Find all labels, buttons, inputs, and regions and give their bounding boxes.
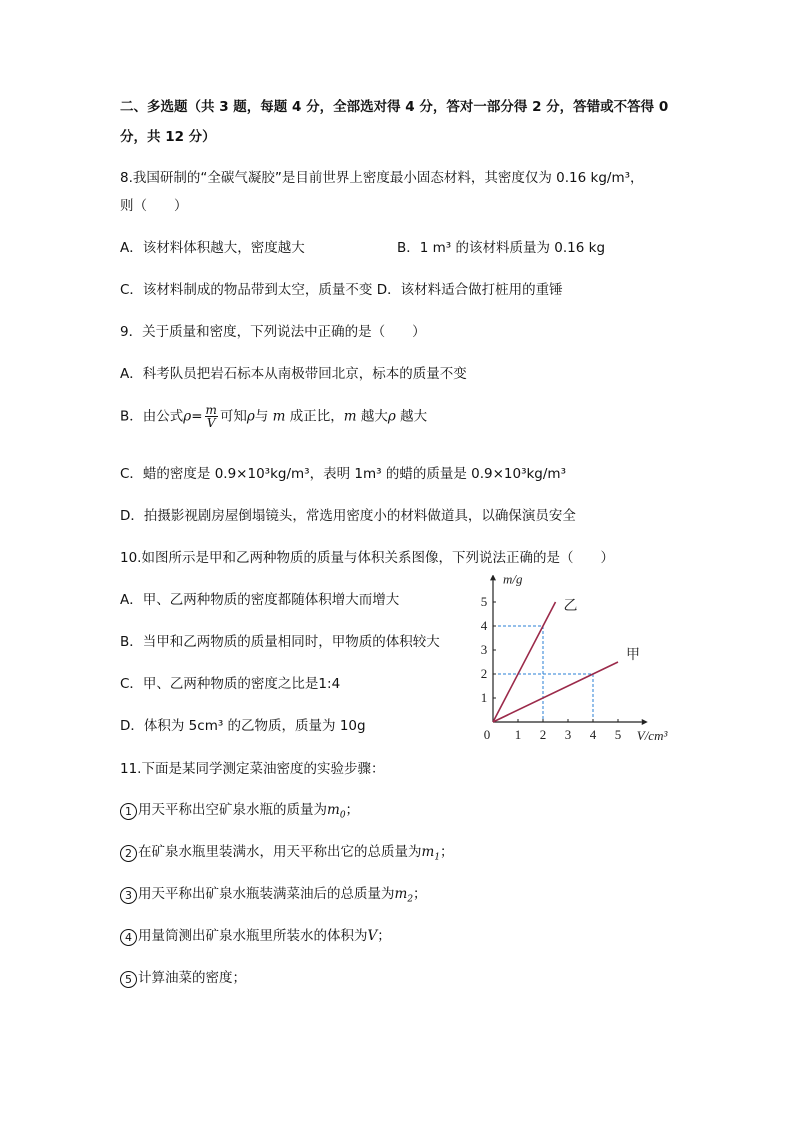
y-tick-label: 1 [480, 690, 488, 705]
mass-symbol: m [343, 408, 357, 425]
y-tick-label: 2 [480, 666, 488, 681]
q8-option-cd: C．该材料制成的物品带到太空，质量不变 D．该材料适合做打桩用的重锤 [120, 282, 563, 298]
q8-option-a: A．该材料体积越大，密度越大 [120, 240, 305, 256]
step-text: 用天平称出空矿泉水瓶的质量为 [138, 802, 327, 818]
q9-option-d: D．拍摄影视剧房屋倒塌镜头，常选用密度小的材料做道具，以确保演员安全 [120, 508, 576, 524]
step-number-circle: 2 [120, 845, 137, 862]
step-punctuation: ； [377, 928, 391, 944]
q11-step-5 [120, 966, 246, 988]
mass-volume-chart [470, 575, 690, 755]
q10-stem: 10.如图所示是甲和乙两种物质的质量与体积关系图像，下列说法正确的是（ ） [120, 550, 614, 566]
q8-option-b: B．1 m³ 的该材料质量为 0.16 kg [397, 240, 606, 256]
equals-sign: = [191, 408, 203, 425]
series-label: 甲 [626, 647, 640, 663]
y-axis-label: m/g [503, 575, 523, 587]
rho-symbol: ρ [246, 408, 255, 425]
q9-option-b-text2: 与 [254, 408, 269, 425]
x-tick-label: 5 [614, 727, 622, 742]
q9-option-b [120, 404, 427, 429]
q9-option-b-prefix: B．由公式 [120, 408, 184, 425]
step-number-circle: 5 [120, 971, 137, 988]
q8-stem-line2: 则（ ） [120, 198, 188, 214]
q8-stem-line1: 8.我国研制的“全碳气凝胶”是目前世界上密度最小固态材料，其密度仅为 0.16 kg/m³， [120, 170, 644, 186]
y-tick-label: 5 [480, 594, 488, 609]
fraction-denominator: V [206, 416, 216, 430]
step-punctuation: ； [345, 802, 360, 818]
step-variable: V [367, 928, 378, 944]
q11-step-2 [120, 840, 454, 863]
step-variable: $m_1$ [421, 844, 441, 863]
step-punctuation: ； [413, 886, 427, 902]
y-tick-label: 3 [480, 642, 488, 657]
q10-option-d: D．体积为 5cm³ 的乙物质，质量为 10g [120, 718, 366, 734]
section-header-line2: 分，共 12 分） [120, 129, 216, 145]
rho-symbol: ρ [183, 408, 192, 425]
q11-step-1 [120, 798, 359, 821]
step-punctuation: ； [440, 844, 454, 860]
q9-option-a: A．科考队员把岩石标本从南极带回北京，标本的质量不变 [120, 366, 467, 382]
step-text: 用天平称出矿泉水瓶装满菜油后的总质量为 [138, 886, 395, 902]
step-number-circle: 1 [120, 803, 137, 820]
x-tick-label: 3 [564, 727, 572, 742]
rho-symbol: ρ [387, 408, 396, 425]
mass-symbol: m [272, 408, 286, 425]
section-header-line1: 二、多选题（共 3 题，每题 4 分，全部选对得 4 分，答对一部分得 2 分，答错或不答得 0 [120, 99, 669, 115]
q10-option-b: B．当甲和乙两物质的质量相同时，甲物质的体积较大 [120, 634, 440, 650]
q9-stem: 9．关于质量和密度，下列说法中正确的是（ ） [120, 324, 426, 340]
x-axis-arrow [642, 719, 648, 725]
step-text: 在矿泉水瓶里装满水，用天平称出它的总质量为 [138, 844, 422, 860]
q11-step-4 [120, 924, 391, 946]
x-tick-label: 2 [539, 727, 547, 742]
q10-option-c: C．甲、乙两种物质的密度之比是1:4 [120, 676, 341, 692]
y-axis-arrow [490, 575, 496, 580]
q9-option-b-tail: 越大 [400, 408, 428, 425]
step-variable: $m_2$ [394, 886, 414, 905]
series-line [493, 602, 556, 722]
q10-option-a: A．甲、乙两种物质的密度都随体积增大而增大 [120, 592, 400, 608]
step-text: 用量筒测出矿泉水瓶里所装水的体积为 [138, 928, 368, 944]
y-tick-label: 4 [480, 618, 488, 633]
q9-option-b-text4: 越大 [360, 408, 388, 425]
step-variable: $m_0$ [327, 802, 346, 821]
x-tick-label: 1 [514, 727, 522, 742]
step-number-circle: 3 [120, 887, 137, 904]
q9-option-c: C．蜡的密度是 0.9×10³kg/m³，表明 1m³ 的蜡的质量是 0.9×10³kg/m³ [120, 466, 566, 482]
x-tick-label: 4 [589, 727, 597, 742]
q11-step-3 [120, 882, 427, 905]
x-axis-label: V/cm³ [636, 728, 668, 743]
step-text: 计算油菜的密度； [138, 970, 246, 986]
q9-option-b-text3: 成正比， [289, 408, 344, 425]
q9-option-b-text1: 可知 [219, 408, 247, 425]
q11-stem: 11.下面是某同学测定菜油密度的实验步骤： [120, 761, 385, 777]
series-line [493, 662, 618, 722]
fraction-numerator: m [205, 403, 217, 417]
x-tick-label: 0 [483, 727, 491, 742]
series-label: 乙 [563, 598, 578, 614]
density-fraction [205, 404, 218, 429]
step-number-circle: 4 [120, 929, 137, 946]
